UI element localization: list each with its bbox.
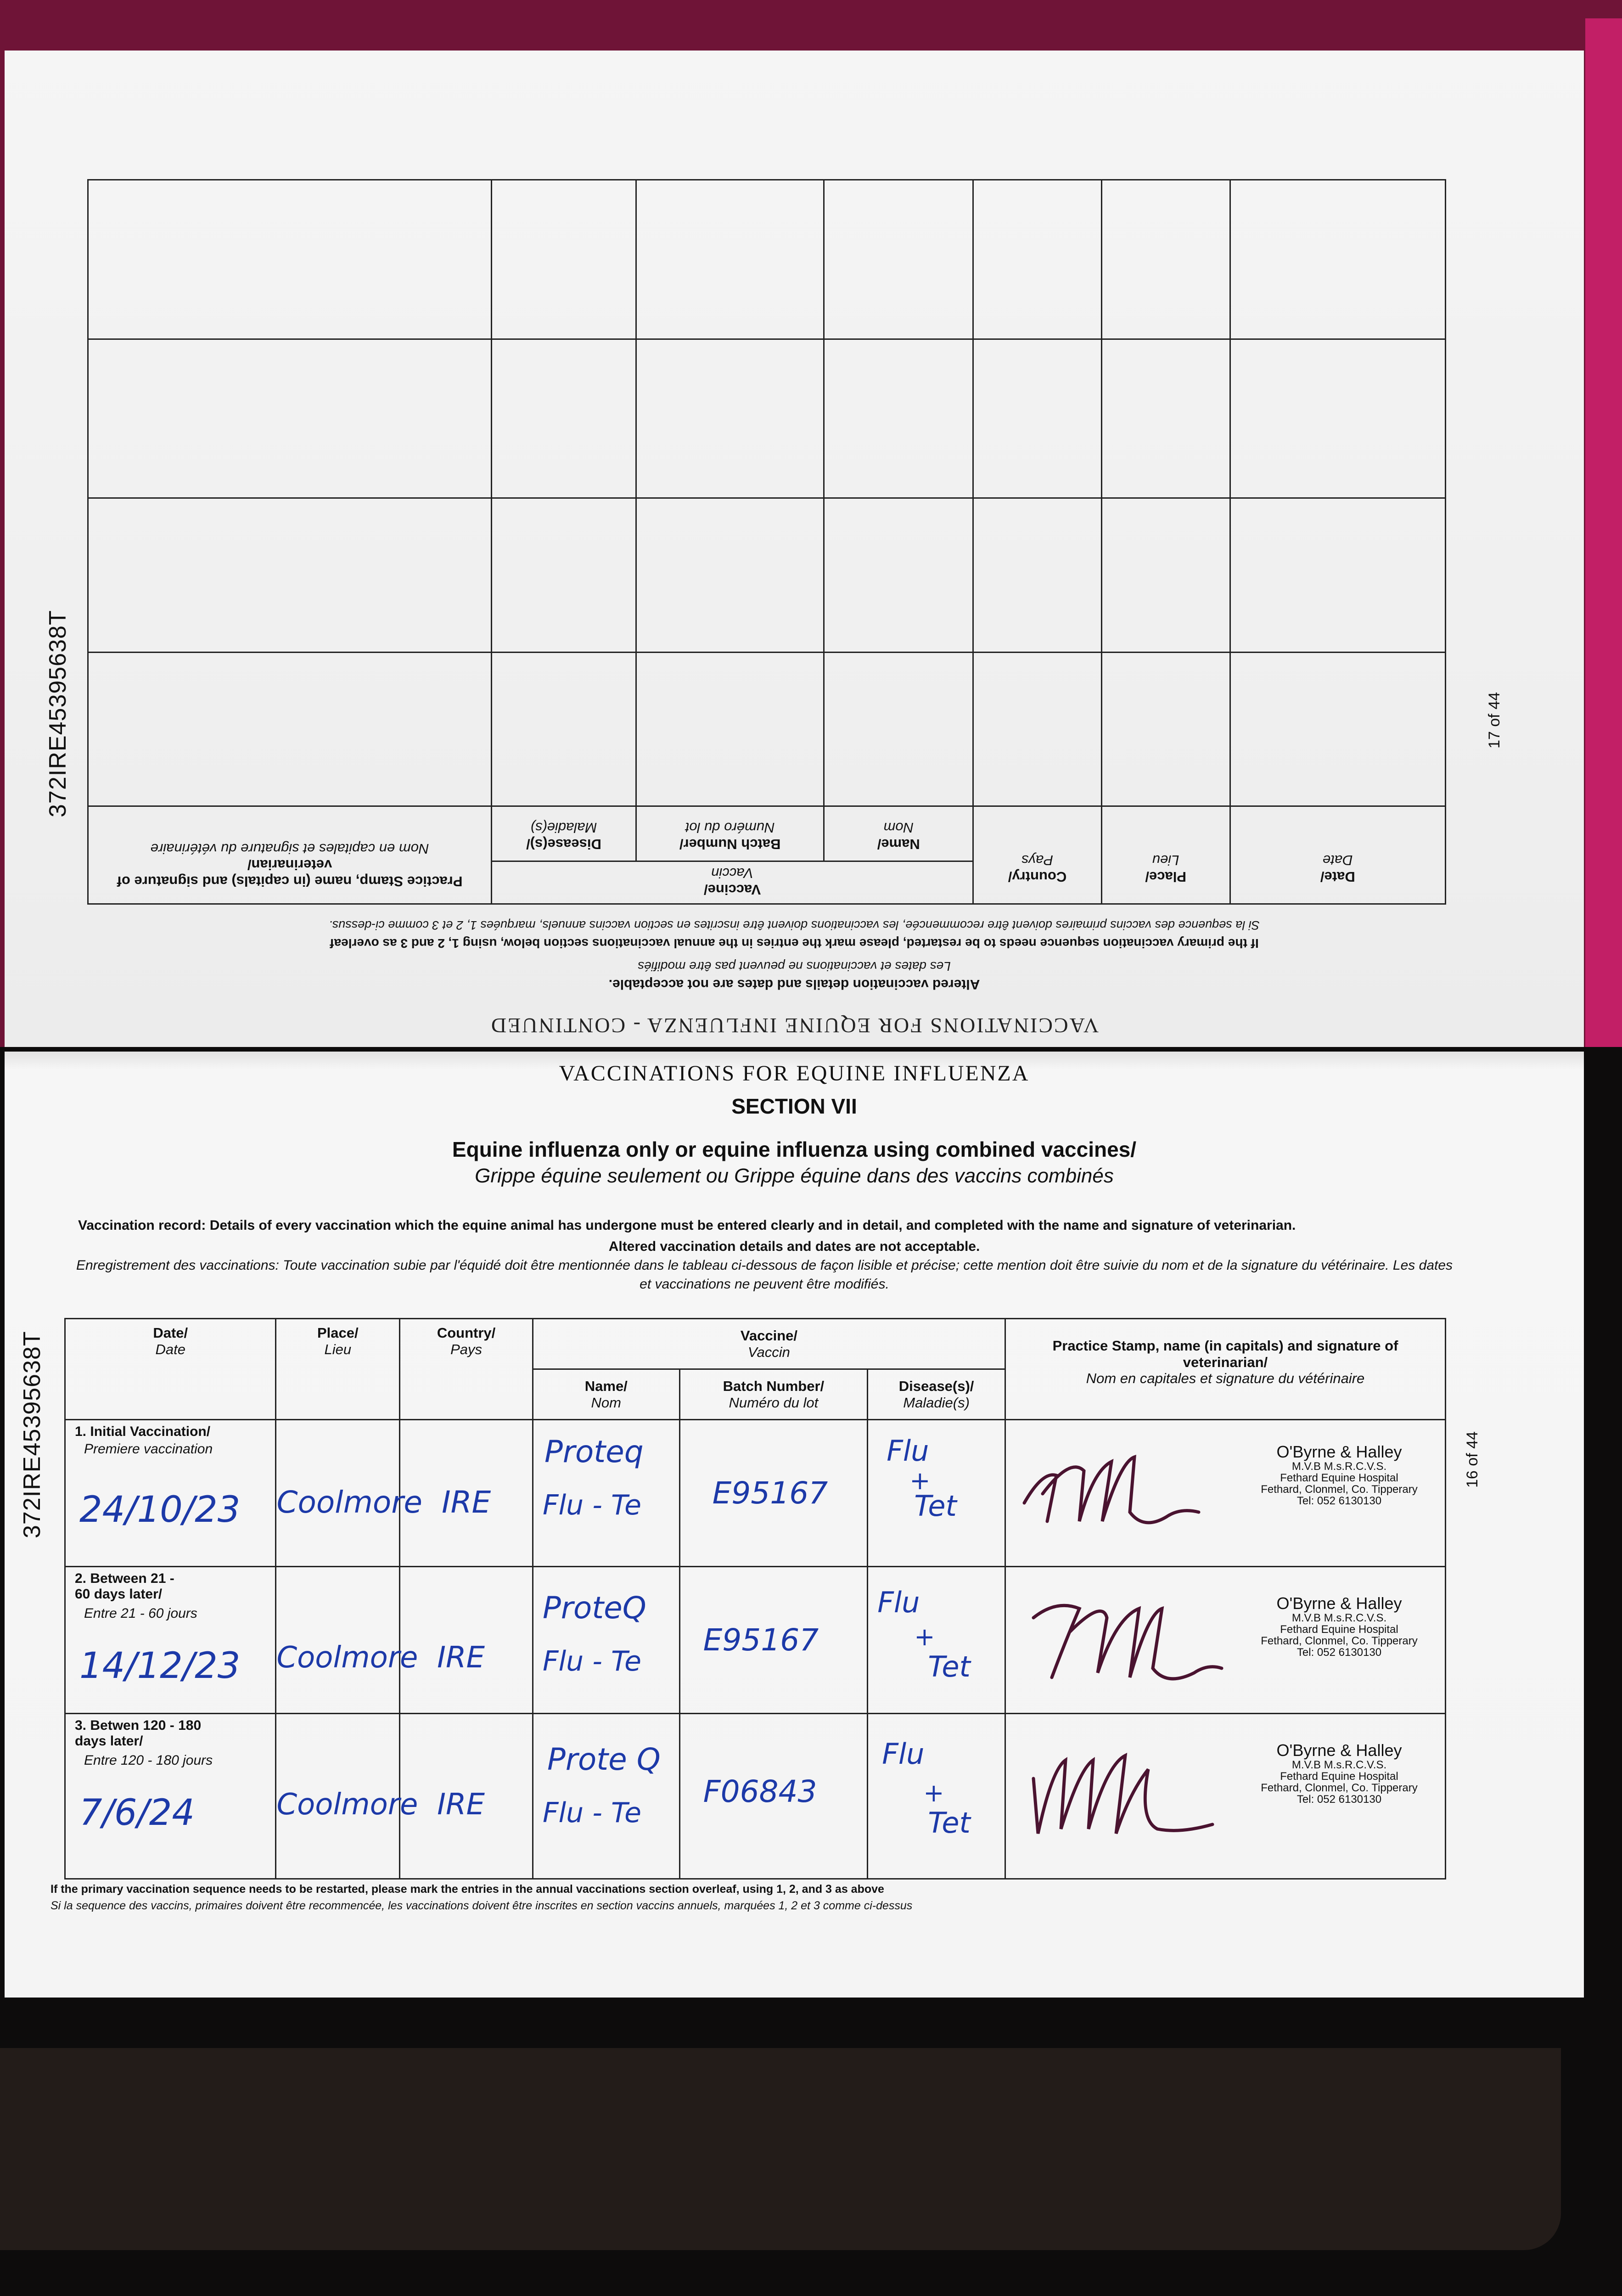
passport-page-16 <box>5 1052 1584 1998</box>
record-instructions-fr: Enregistrement des vaccinations: Toute vaccination subie par l'équidé doit être mentionnée dans le tableau ci-dessous de façon lisible et précise; cette mention doit être suivie du nom et de la signature du vétérinaire. Les dates et vaccinations ne peuvent être modifiés. <box>76 1258 1453 1292</box>
veterinarian-signature <box>1020 1742 1222 1843</box>
header-country: Country/ Pays <box>437 1325 496 1357</box>
stamp-signature-cell <box>1006 1567 1445 1713</box>
disease-value: Flu <box>887 1434 929 1468</box>
vaccine-name-value: Proteq <box>544 1434 644 1469</box>
country-value: IRE <box>442 1485 491 1520</box>
vaccination-table-continued <box>87 179 1446 905</box>
section-title: SECTION VII <box>731 1094 857 1118</box>
place-value: Coolmore <box>276 1485 423 1520</box>
country-value: IRE <box>437 1788 485 1822</box>
vaccine-name-value-2: Flu - Te <box>542 1797 642 1829</box>
passport-id-vertical: 372IRE45395638T <box>19 1331 45 1538</box>
record-instructions: Vaccination record: Details of every vaccination which the equine animal has undergone must be entered clearly and in detail, and completed with the name and signature of veterinarian. <box>78 1218 1296 1233</box>
header-stamp: Practice Stamp, name (in capitals) and signature of veterinarian/ Nom en capitales et signature du vétérinaire <box>117 840 463 889</box>
vaccine-name-value: Prote Q <box>547 1742 661 1777</box>
header-batch: Batch Number/ Numéro du lot <box>723 1378 825 1411</box>
restart-notice: If the primary vaccination sequence needs to be restarted, please mark the entries in the annual vaccinations section overleaf, using 1, 2, and 3 as above <box>51 1883 884 1896</box>
passport-page-17 <box>5 51 1584 1047</box>
place-value: Coolmore <box>276 1788 418 1822</box>
section-subtitle: Equine influenza only or equine influenza using combined vaccines/ <box>452 1137 1137 1161</box>
date-value: 7/6/24 <box>79 1792 195 1834</box>
header-place: Place/ Lieu <box>317 1325 359 1357</box>
header-name: Name/ Nom <box>584 1378 628 1411</box>
vaccine-name-value-2: Flu - Te <box>542 1489 642 1521</box>
table-row <box>88 339 1446 498</box>
page-number: 16 of 44 <box>1464 1431 1481 1488</box>
header-stamp: Practice Stamp, name (in capitals) and signature of veterinarian/ Nom en capitales et signature du vétérinaire <box>1052 1338 1398 1387</box>
restart-notice-fr: Si la sequence des vaccins, primaires doivent être recommencée, les vaccinations doivent être inscrites en section vaccins annuels, marquées 1, 2 et 3 comme ci-dessus <box>51 1899 913 1912</box>
section-subtitle-fr: Grippe équine seulement ou Grippe équine dans des vaccins combinés <box>475 1165 1114 1187</box>
vaccine-name-value: ProteQ <box>542 1590 646 1626</box>
table-row <box>88 652 1446 806</box>
header-place: Place/ Lieu <box>1145 852 1187 885</box>
place-value: Coolmore <box>276 1641 418 1675</box>
batch-value: E95167 <box>712 1475 828 1511</box>
binder-edge <box>0 2048 1561 2250</box>
practice-stamp: O'Byrne & Halley M.V.B M.s.R.C.V.S. Fethard Equine Hospital Fethard, Clonmel, Co. Tipperary Tel: 052 6130130 <box>1261 1594 1418 1659</box>
page-number: 17 of 44 <box>1486 692 1503 748</box>
header-country: Country/ Pays <box>1008 852 1067 885</box>
table-row <box>88 498 1446 653</box>
restart-notice: If the primary vaccination sequence needs to be restarted, please mark the entries in the annual vaccinations section below, using 1, 2 and 3 as overleaf <box>330 936 1259 951</box>
altered-notice-fr: Les dates et vaccinations ne peuvent pas être modifiés <box>638 959 951 974</box>
header-name: Name/ Nom <box>877 819 920 852</box>
passport-id-vertical: 372IRE45395638T <box>45 610 71 817</box>
vaccination-table <box>64 1318 1446 1880</box>
date-cell: 3. Betwen 120 - 180 days later/ Entre 120 - 180 jours 7/6/24 <box>75 1718 213 1834</box>
table-row <box>88 180 1446 339</box>
header-vaccine: Vaccine/ Vaccin <box>740 1328 797 1360</box>
practice-stamp: O'Byrne & Halley M.V.B M.s.R.C.V.S. Fethard Equine Hospital Fethard, Clonmel, Co. Tipperary Tel: 052 6130130 <box>1261 1741 1418 1806</box>
disease-value: Flu <box>877 1586 920 1619</box>
header-date: Date/ Date <box>153 1325 188 1357</box>
batch-value: F06843 <box>703 1774 817 1809</box>
country-value: IRE <box>437 1641 485 1675</box>
veterinarian-signature <box>1024 1590 1226 1691</box>
restart-notice-fr: Si la sequence des vaccins primaires doivent être recommencée, les vaccinations doivent être inscrites en section vaccins annuels, marquées 1, 2 et 3 comme ci-dessus. <box>329 918 1260 932</box>
table-row: 3. Betwen 120 - 180 days later/ Entre 120 - 180 jours 7/6/24 Coolmore IRE Prote Q Flu - Te F06843 Flu + Tet O'Byrne & Halley M.V.B M.s.R.C.V.S. Fethard Equine Hospital Fethard, Clonmel, Co. Tipperary Tel: 052 6130130 <box>65 1714 1446 1879</box>
veterinarian-signature <box>1015 1443 1208 1535</box>
section-banner: VACCINATIONS FOR EQUINE INFLUENZA <box>559 1061 1030 1086</box>
date-value: 14/12/23 <box>79 1645 241 1687</box>
batch-value: E95167 <box>703 1622 819 1658</box>
date-cell: 2. Between 21 - 60 days later/ Entre 21 - 60 jours 14/12/23 <box>75 1571 241 1687</box>
header-disease: Disease(s)/ Maladie(s) <box>898 1378 974 1411</box>
upside-down-content <box>5 51 1584 1047</box>
disease-value: Flu <box>882 1737 925 1771</box>
date-cell: 1. Initial Vaccination/ Premiere vaccination 24/10/23 <box>75 1424 241 1531</box>
stamp-signature-cell <box>1006 1714 1445 1878</box>
section-banner: VACCINATIONS FOR EQUINE INFLUENZA - CONTINUED <box>489 1014 1099 1037</box>
practice-stamp: O'Byrne & Halley M.V.B M.s.R.C.V.S. Fethard Equine Hospital Fethard, Clonmel, Co. Tipperary Tel: 052 6130130 <box>1261 1442 1418 1508</box>
header-date: Date/ Date <box>1320 852 1355 885</box>
vaccine-name-value-2: Flu - Te <box>542 1645 642 1677</box>
table-row: 1. Initial Vaccination/ Premiere vaccination 24/10/23 Coolmore IRE Proteq Flu - Te E95167 Flu + Tet O'Byrne & Halley M.V.B M.s.R.C.V.S. Fethard Equine Hospital Fethard, Clonmel, Co. Tipperary Tel: 052 6130130 <box>65 1420 1446 1567</box>
altered-notice: Altered vaccination details and dates are not acceptable. <box>608 1239 980 1254</box>
table-row: 2. Between 21 - 60 days later/ Entre 21 - 60 jours 14/12/23 Coolmore IRE ProteQ Flu - Te E95167 Flu + Tet O'Byrne & Halley M.V.B M.s.R.C.V.S. Fethard Equine Hospital Fethard, Clonmel, Co. Tipperary Tel: 052 6130130 <box>65 1567 1446 1714</box>
header-vaccine: Vaccine/ Vaccin <box>704 865 761 898</box>
header-batch: Batch Number/ Numéro du lot <box>679 819 781 852</box>
stamp-signature-cell <box>1006 1420 1445 1566</box>
date-value: 24/10/23 <box>79 1489 241 1531</box>
header-disease: Disease(s)/ Maladie(s) <box>526 819 601 852</box>
altered-notice: Altered vaccination details and dates are not acceptable. <box>608 977 980 992</box>
